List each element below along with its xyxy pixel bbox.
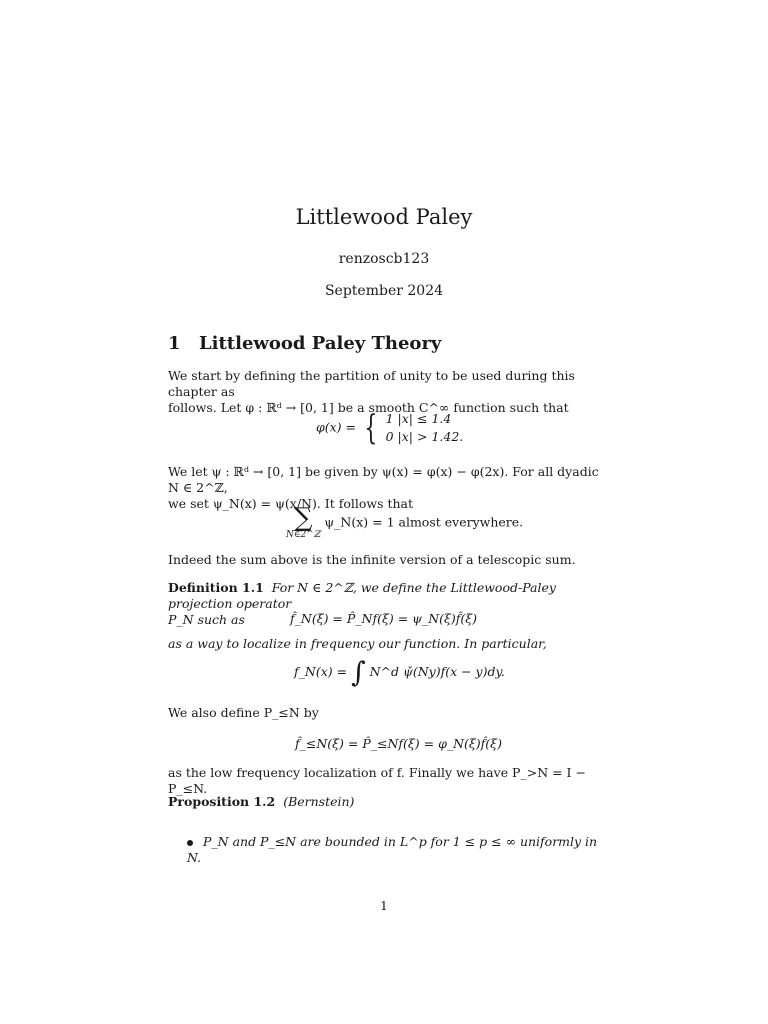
list-item — [187, 834, 607, 866]
section-heading — [168, 333, 441, 354]
integral-symbol: ∫ — [351, 655, 366, 689]
equation-low: f̂_≤N(ξ) = P̂_≤Nf(ξ) = φ_N(ξ)f̂(ξ) — [295, 736, 502, 751]
page-number: 1 — [380, 899, 388, 913]
phi-lhs: φ(x) = — [316, 419, 357, 435]
bullet-text: P_N and P_≤N are bounded in L^p for 1 ≤ p ≤ ∞ uniformly in N. — [187, 834, 598, 865]
sum-rhs: ψ_N(x) = 1 almost everywhere. — [324, 514, 524, 530]
eq2-lhs: f_N(x) = — [294, 664, 348, 679]
section-number: 1 — [168, 333, 181, 354]
doc-author: renzoscb123 — [338, 251, 430, 267]
definition-text: as a way to localize in frequency our function. In particular, — [168, 636, 547, 651]
paragraph-low: We also define P_≤N by — [168, 705, 319, 720]
brace-icon: { — [364, 408, 378, 448]
sum-symbol: ∑ — [293, 503, 313, 533]
paragraph-telescopic: Indeed the sum above is the infinite version of a telescopic sum. — [168, 552, 576, 567]
equation-def-2 — [294, 655, 505, 689]
sum-subscript: N∈2^ℤ — [286, 530, 321, 540]
definition-label: Definition 1.1 — [168, 580, 264, 595]
proposition-name: (Bernstein) — [283, 794, 355, 809]
equation-phi — [316, 410, 463, 446]
equation-def-1: f̂_N(ξ) = P̂_Nf(ξ) = ψ_N(ξ)f̂(ξ) — [290, 611, 478, 626]
eq2-rhs: N^d ψ̌(Ny)f(x − y)dy. — [369, 664, 505, 679]
phi-case-2: 0 |x| > 1.42. — [385, 429, 464, 444]
paragraph-line: We start by defining the partition of unity to be used during this chapter as — [168, 368, 575, 399]
paragraph-line: We let ψ : ℝᵈ → [0, 1] be given by ψ(x) = φ(x) − φ(2x). For all dyadic N ∈ 2^ℤ, — [168, 464, 599, 495]
paragraph-line: follows. Let φ : ℝᵈ → [0, 1] be a smooth C^∞ function such that — [168, 400, 569, 415]
proposition-label: Proposition 1.2 — [168, 794, 276, 809]
equation-sum — [286, 503, 524, 540]
doc-title: Littlewood Paley — [295, 205, 473, 229]
bullet-icon — [187, 840, 193, 846]
section-title: Littlewood Paley Theory — [199, 333, 442, 354]
paragraph-psi — [168, 464, 608, 512]
paragraph-low-freq: as the low frequency localization of f. Finally we have P_>N = I − P_≤N. — [168, 765, 586, 796]
definition-text: For N ∈ 2^ℤ, we define the Littlewood-Paley projection operator — [168, 580, 556, 611]
phi-case-1: 1 |x| ≤ 1.4 — [385, 411, 452, 426]
proposition-heading — [168, 794, 608, 810]
sum-operator — [286, 503, 321, 540]
paragraph-line: we set ψ_N(x) = ψ(x/N). It follows that — [168, 496, 414, 511]
doc-date: September 2024 — [324, 283, 444, 299]
phi-cases — [386, 410, 464, 446]
definition-text: P_N such as — [168, 612, 245, 627]
paragraph-intro — [168, 368, 608, 416]
